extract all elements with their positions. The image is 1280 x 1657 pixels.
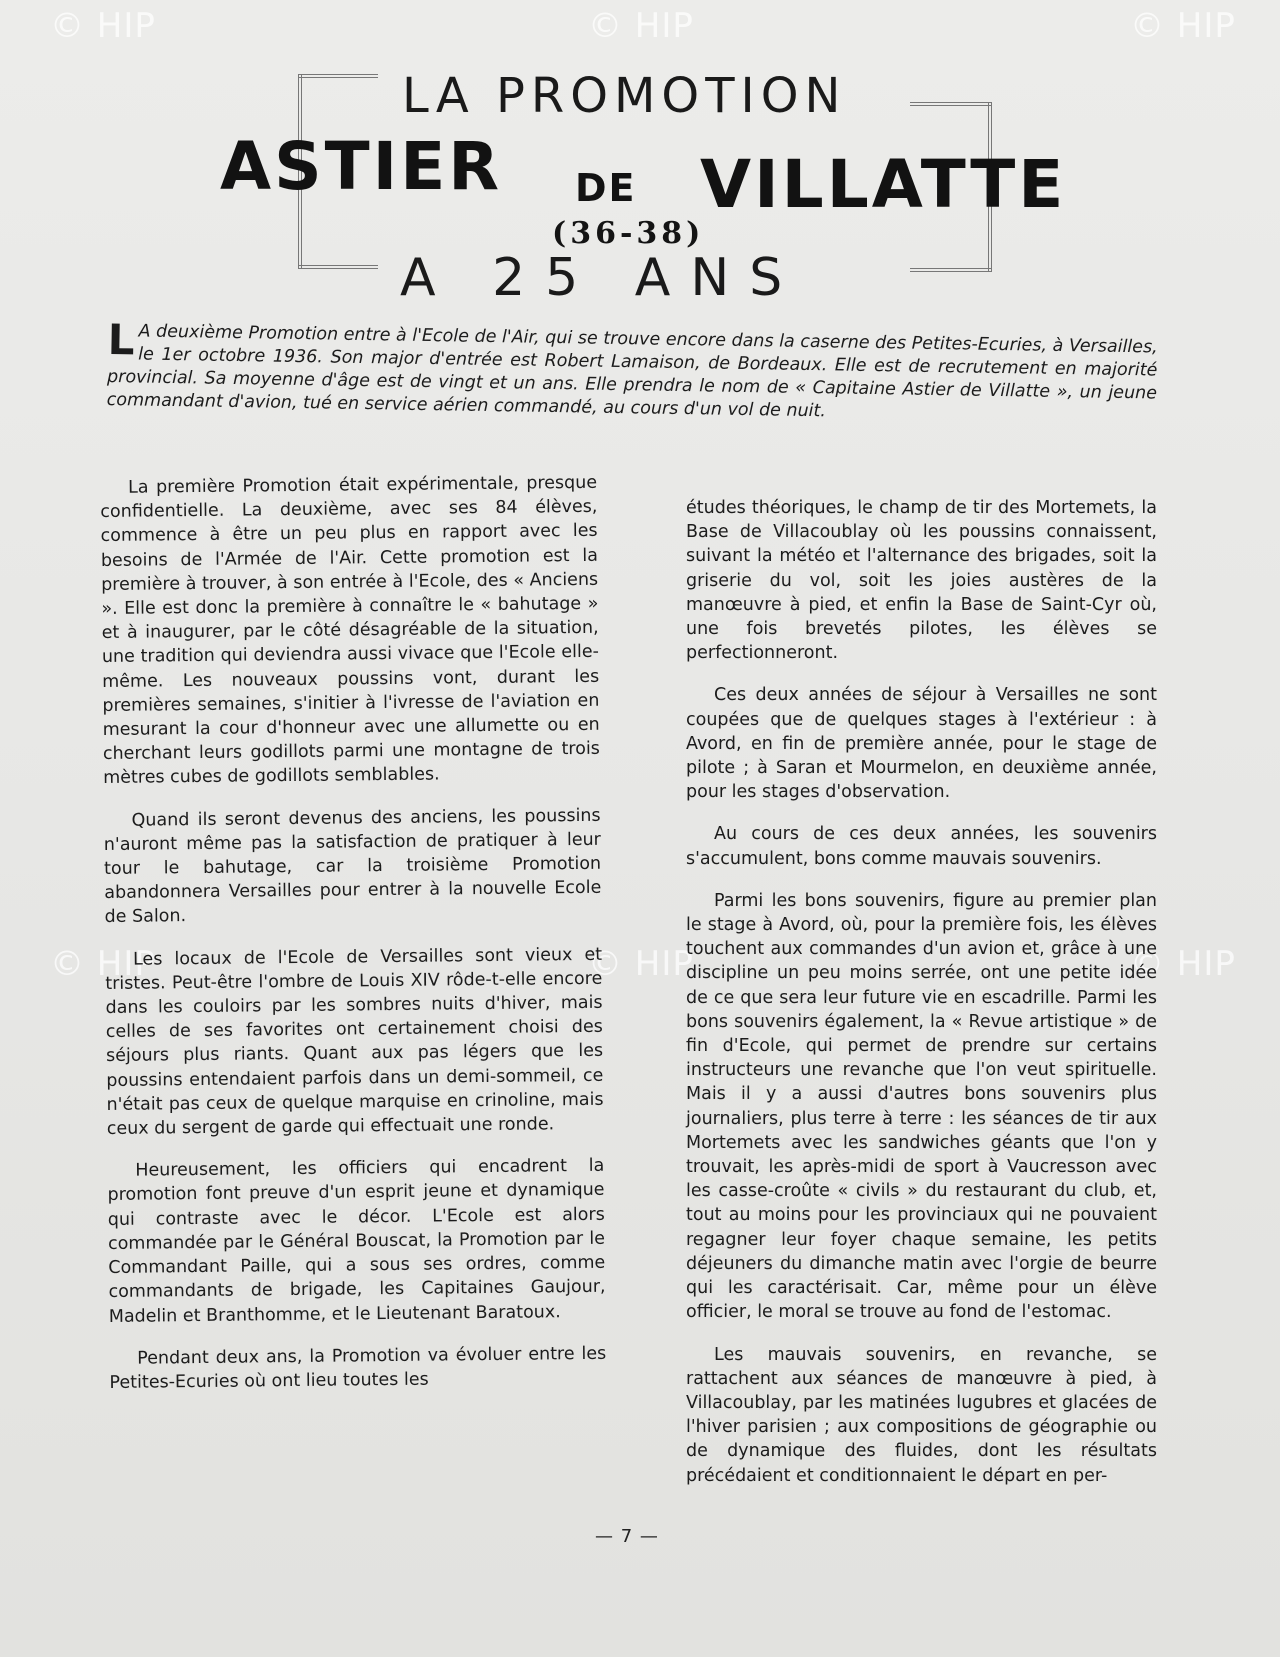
left-paragraph: La première Promotion était expérimentale, presque confidentielle. La deuxième, avec ses 84 élèves, commence à être un peu plus en rapport avec les besoins de l'Armée de l'Air. Cette promotion est la première à trouver, à son entrée à l'Ecole, des « Anciens ». Elle est donc la première à connaître le « bahutage » et à inaugurer, par le côté désagréable de la situation, une tradition qui deviendra aussi vivace que l'Ecole elle-même. Les nouveaux poussins vont, durant les premières semaines, s'initier à l'ivresse de l'aviation en mesurant la cour d'honneur avec une allumette ou en cherchant leurs godillots parmi une montagne de trois mètres cubes de godillots semblables. xyxy=(100,472,600,789)
title-anniversary: A 25 ANS xyxy=(400,248,803,308)
watermark-top-right: © HIP xyxy=(1130,6,1236,46)
title-name-particle: DE xyxy=(575,166,637,210)
left-paragraph: Les locaux de l'Ecole de Versailles sont vieux et tristes. Peut-être l'ombre de Louis XIV rôde-t-elle encore dans les couloirs par les sombres nuits d'hiver, mais celles de ses favorites ont certainement choisi des séjours plus riants. Quant aux pas légers que les poussins entendaient parfois dans un demi-sommeil, ce n'était pas ceux de quelque marquise en crinoline, mais ceux du sergent de garde qui effectuait une ronde. xyxy=(105,944,604,1140)
intro-paragraph xyxy=(106,315,1158,428)
watermark-mid-center: © HIP xyxy=(588,944,694,984)
left-paragraph: Heureusement, les officiers qui encadrent la promotion font preuve d'un esprit jeune et dynamique qui contraste avec le décor. L'Ecole est alors commandée par le Général Bouscat, la Promotion par le Commandant Paille, qui a sous ses ordres, comme commandants de brigade, les Capitaines Gaujour, Madelin et Branthomme, et le Lieutenant Baratoux. xyxy=(107,1156,606,1327)
right-paragraph: Parmi les bons souvenirs, figure au premier plan le stage à Avord, où, pour la première fois, les élèves touchent aux commandes d'un avion et, grâce à une discipline un peu moins serrée, ont une petite idée de ce que sera leur future vie en escadrille. Parmi les bons souvenirs également, la « Revue artistique » de fin d'Ecole, qui permet de prendre sur certains instructeurs une revanche que l'on veut spirituelle. Mais il y a aussi d'autres bons souvenirs plus journaliers, plus terre à terre : les séances de tir aux Mortemets avec les sandwiches géants que l'on y trouvait, les après-midi de sport à Vaucresson avec les casse-croûte « civils » du restaurant du club, et, tout au moins pour les provinciaux qui ne pouvaient regagner leur foyer chaque semaine, les petits déjeuners du dimanche matin avec l'orgie de beurre qui les caractérisait. Car, même pour un élève officier, le moral se trouve au fond de l'estomac. xyxy=(686,890,1157,1323)
page-number: — 7 — xyxy=(595,1526,659,1547)
left-paragraph: Quand ils seront devenus des anciens, les poussins n'auront même pas la satisfaction de pratiquer à leur tour le bahutage, car la troisième Promotion abandonnera Versailles pour entrer à la nouvelle Ecole de Salon. xyxy=(103,805,602,928)
left-column xyxy=(100,471,607,1413)
watermark-top-left: © HIP xyxy=(50,6,156,46)
right-paragraph: Au cours de ces deux années, les souvenirs s'accumulent, bons comme mauvais souvenirs. xyxy=(686,824,1157,869)
title-name-villatte: VILLATTE xyxy=(700,146,1067,223)
right-column xyxy=(686,496,1157,1506)
right-paragraph: Les mauvais souvenirs, en revanche, se rattachent aux séances de manœuvre à pied, à Villacoublay, par les matinées lugubres et glacées de l'hiver parisien ; aux compositions de géographie ou de dynamique des fluides, dont les résultats précédaient et conditionnaient le départ en per- xyxy=(686,1344,1157,1486)
watermark-top-center: © HIP xyxy=(588,6,694,46)
right-paragraph: Ces deux années de séjour à Versailles ne sont coupées que de quelques stages à l'extérieur : à Avord, en fin de première année, pour le stage de pilote ; à Saran et Mourmelon, en deuxième année, pour les stages d'observation. xyxy=(686,685,1157,803)
watermark-mid-left: © HIP xyxy=(50,944,156,984)
left-paragraph: Pendant deux ans, la Promotion va évoluer entre les Petites-Ecuries où ont lieu toutes les xyxy=(109,1343,607,1393)
title-years: (36-38) xyxy=(552,216,705,251)
intro-dropcap: L xyxy=(107,315,135,365)
title-kicker: LA PROMOTION xyxy=(402,68,847,124)
watermark-mid-right: © HIP xyxy=(1130,944,1236,984)
intro-text: A deuxième Promotion entre à l'Ecole de l'Air, qui se trouve encore dans la caserne des Petites-Ecuries, à Versailles, le 1er octobre 1936. Son major d'entrée est Robert Lamaison, de Bordeaux. Elle est de recrutement en majorité provincial. Sa moyenne d'âge est de vingt et un ans. Elle prendra le nom de « Capitaine Astier de Villatte », un jeune commandant d'avion, tué en service aérien commandé, au cours d'un vol de nuit. xyxy=(106,321,1158,422)
right-paragraph: études théoriques, le champ de tir des Mortemets, la Base de Villacoublay où les poussins connaissent, suivant la météo et l'alternance des brigades, soit la griserie du vol, soit les joies austères de la manœuvre à pied, et enfin la Base de Saint-Cyr où, une fois brevetés pilotes, les élèves se perfectionneront. xyxy=(686,498,1157,664)
title-name-astier: ASTIER xyxy=(220,128,503,205)
